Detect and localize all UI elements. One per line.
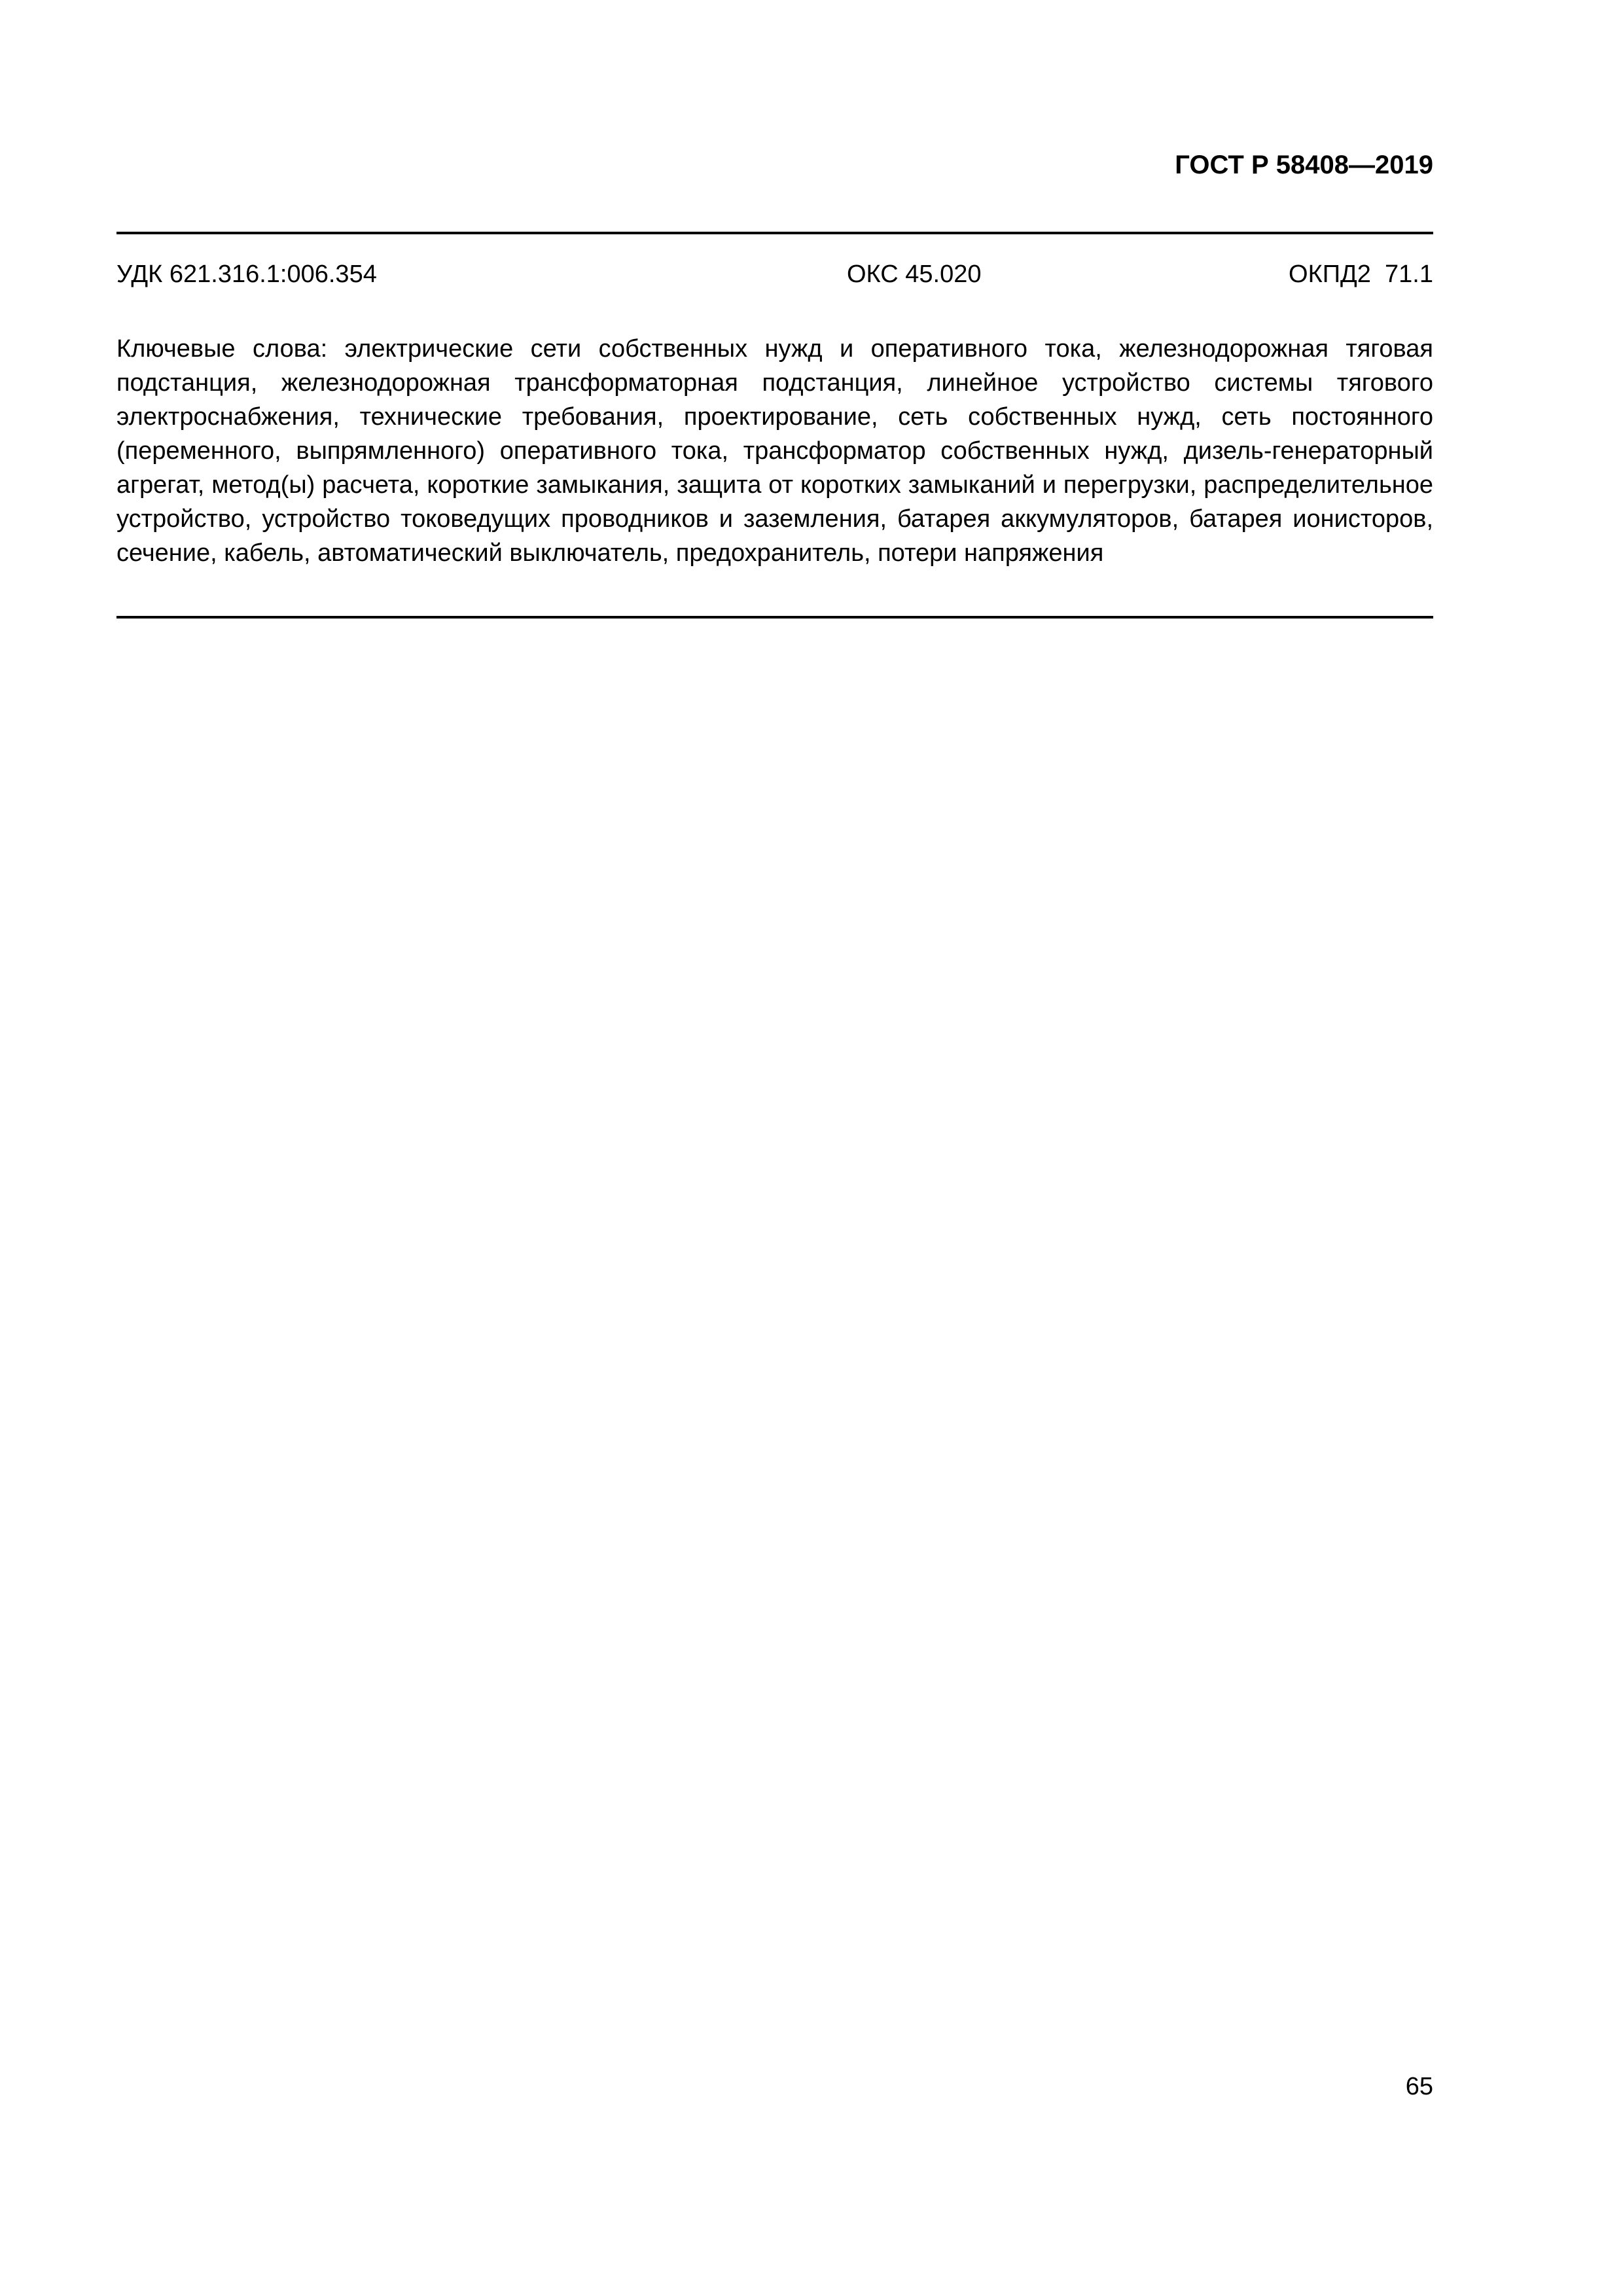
classification-row bbox=[116, 257, 1433, 291]
oks-code: ОКС 45.020 bbox=[847, 260, 982, 288]
bottom-divider bbox=[116, 616, 1433, 619]
top-divider bbox=[116, 232, 1433, 234]
keywords-paragraph: Ключевые слова: электрические сети собственных нужд и оперативного тока, железнодорожная тяговая подстанция, железнодорожная трансформаторная подстанция, линейное устройство системы тягового электроснабжения, технические требования, проектирование, сеть собственных нужд, сеть постоянного (переменного, выпрямленного) оперативного тока, трансформатор собственных нужд, дизель-генераторный агрегат, метод(ы) расчета, короткие замыкания, защита от коротких замыканий и перегрузки, распределительное устройство, устройство токоведущих проводников и заземления, батарея аккумуляторов, батарея ионисторов, сечение, кабель, автоматический выключатель, предохранитель, потери напряжения bbox=[116, 335, 1433, 567]
document-code: ГОСТ Р 58408—2019 bbox=[1175, 151, 1433, 179]
okpd-code: ОКПД2 71.1 bbox=[1289, 260, 1433, 288]
udk-code: УДК 621.316.1:006.354 bbox=[116, 260, 377, 288]
page-number: 65 bbox=[1405, 2073, 1433, 2100]
